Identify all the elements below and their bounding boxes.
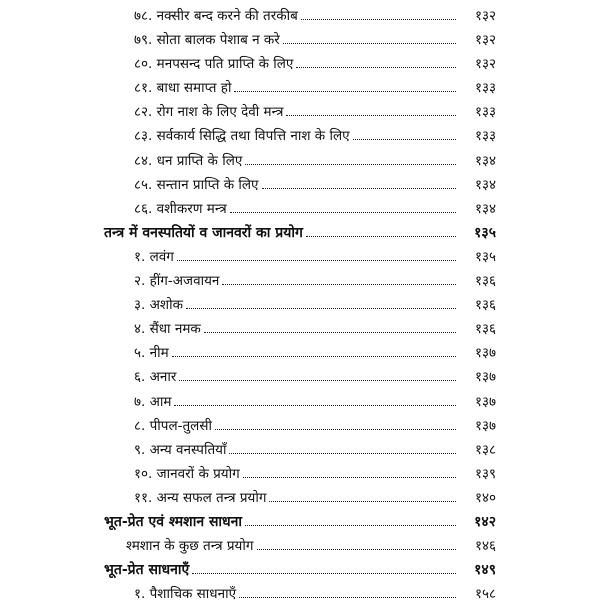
dot-leader xyxy=(204,332,456,333)
dot-leader xyxy=(172,356,456,357)
toc-entry-number: ३. xyxy=(134,297,146,314)
toc-entry-number: ६. xyxy=(134,369,146,386)
toc-page-number: १३६ xyxy=(474,273,496,290)
dot-leader xyxy=(245,164,456,165)
toc-entry[interactable] xyxy=(104,486,500,510)
toc-entry-number: ८०. xyxy=(134,56,153,73)
toc-section-heading[interactable] xyxy=(104,221,500,245)
dot-leader xyxy=(177,260,456,261)
toc-entry[interactable] xyxy=(104,365,500,389)
toc-section-heading[interactable] xyxy=(104,558,500,582)
toc-page-number: १३७ xyxy=(474,417,496,434)
toc-page-number: १३४ xyxy=(474,176,496,193)
toc-entry-title: अन्य सफल तन्त्र प्रयोग xyxy=(156,489,267,506)
toc-page-number: १५८ xyxy=(474,586,496,603)
toc-entry[interactable] xyxy=(104,390,500,414)
toc-entry[interactable] xyxy=(104,173,500,197)
toc-entry[interactable] xyxy=(104,28,500,52)
toc-page-number: १३७ xyxy=(474,393,496,410)
toc-page-number: १४२ xyxy=(474,513,496,530)
toc-entry-title: अशोक xyxy=(149,297,183,314)
dot-leader xyxy=(286,115,456,116)
toc-page-number: १३५ xyxy=(474,248,496,265)
toc-entry-number: ८५. xyxy=(134,176,153,193)
toc-entry-number: ७८. xyxy=(134,8,153,24)
dot-leader xyxy=(186,308,456,309)
toc-entry-title: अन्य वनस्पतियाँ xyxy=(149,441,227,458)
toc-entry-title: सैंधा नमक xyxy=(149,321,201,338)
toc-section-heading[interactable] xyxy=(104,510,500,534)
toc-entry-title: तन्त्र में वनस्पतियों व जानवरों का प्रयोग xyxy=(104,224,303,241)
toc-page-number: १३६ xyxy=(474,321,496,338)
toc-entry-number: ८१. xyxy=(134,80,153,97)
dot-leader xyxy=(179,380,456,381)
toc-page-number: १३८ xyxy=(474,441,496,458)
toc-entry-number: ८६. xyxy=(134,200,153,217)
toc-entry-title: जानवरों के प्रयोग xyxy=(156,465,240,482)
toc-entry-title: मनपसन्द पति प्राप्ति के लिए xyxy=(156,56,294,73)
toc-entry-title: पीपल-तुलसी xyxy=(149,417,212,434)
toc-entry-title: नक्सीर बन्द करने की तरकीब xyxy=(156,8,298,24)
dot-leader xyxy=(215,429,456,430)
toc-page-number: १३९ xyxy=(474,465,496,482)
dot-leader xyxy=(234,91,456,92)
toc-entry-title: बाधा समाप्त हो xyxy=(156,80,232,97)
toc-entry-title: धन प्राप्ति के लिए xyxy=(156,152,243,169)
dot-leader xyxy=(245,525,456,526)
toc-entry[interactable] xyxy=(104,293,500,317)
toc-page-number: १३२ xyxy=(474,32,496,49)
toc-entry[interactable] xyxy=(104,414,500,438)
dot-leader xyxy=(257,549,457,550)
dot-leader xyxy=(174,405,456,406)
toc-page-number: १३३ xyxy=(474,80,496,97)
toc-entry-title: श्मशान के कुछ तन्त्र प्रयोग xyxy=(126,538,254,555)
toc-entry-number: ७. xyxy=(134,393,146,410)
toc-entry-title: अनार xyxy=(149,369,177,386)
table-of-contents xyxy=(104,4,500,606)
toc-entry[interactable] xyxy=(104,76,500,100)
toc-page-number: १४० xyxy=(474,489,496,506)
toc-entry-number: १०. xyxy=(134,465,153,482)
toc-entry-number: १. xyxy=(134,248,146,265)
toc-entry-title: हींग-अजवायन xyxy=(149,273,220,290)
toc-page-number: १३७ xyxy=(474,345,496,362)
toc-page-number: १३२ xyxy=(474,56,496,73)
toc-entry-number: १. xyxy=(134,586,146,603)
toc-entry-number: ९. xyxy=(134,441,146,458)
toc-entry[interactable] xyxy=(104,462,500,486)
toc-page-number: १३७ xyxy=(474,369,496,386)
toc-entry-title: सन्तान प्राप्ति के लिए xyxy=(156,176,259,193)
toc-page-number: १३४ xyxy=(474,152,496,169)
toc-entry[interactable] xyxy=(104,438,500,462)
dot-leader xyxy=(353,139,456,140)
toc-entry[interactable] xyxy=(104,4,500,28)
dot-leader xyxy=(222,284,456,285)
toc-entry[interactable] xyxy=(104,341,500,365)
toc-page-number: १४९ xyxy=(474,562,496,579)
toc-entry-number: २. xyxy=(134,273,146,290)
dot-leader xyxy=(296,67,456,68)
toc-page-number: १४६ xyxy=(474,538,496,555)
toc-entry-title: भूत-प्रेत साधनाएँ xyxy=(104,562,190,579)
toc-page-number: १३२ xyxy=(474,8,496,24)
toc-entry-title: लवंग xyxy=(149,248,174,265)
toc-entry[interactable] xyxy=(104,245,500,269)
toc-entry[interactable] xyxy=(104,52,500,76)
toc-entry[interactable] xyxy=(104,124,500,148)
dot-leader xyxy=(239,597,456,598)
dot-leader xyxy=(306,236,456,237)
dot-leader xyxy=(230,212,456,213)
toc-entry-title: सर्वकार्य सिद्धि तथा विपत्ति नाश के लिए xyxy=(156,128,350,145)
toc-page-number: १३४ xyxy=(474,200,496,217)
toc-page-number: १३३ xyxy=(474,128,496,145)
toc-entry-number: ८४. xyxy=(134,152,153,169)
toc-entry[interactable] xyxy=(104,269,500,293)
toc-entry[interactable] xyxy=(104,534,500,558)
toc-entry-title: वशीकरण मन्त्र xyxy=(156,200,227,217)
toc-entry-number: ८. xyxy=(134,417,146,434)
toc-entry-number: ११. xyxy=(134,489,153,506)
toc-entry[interactable] xyxy=(104,582,500,606)
toc-entry-number: ८२. xyxy=(134,104,153,121)
toc-entry[interactable] xyxy=(104,149,500,173)
toc-entry-title: सोता बालक पेशाब न करे xyxy=(156,32,280,49)
dot-leader xyxy=(262,188,457,189)
toc-page-number: १३५ xyxy=(474,224,496,241)
toc-entry[interactable] xyxy=(104,317,500,341)
toc-entry-number: ८३. xyxy=(134,128,153,145)
toc-page-number: १३३ xyxy=(474,104,496,121)
toc-entry[interactable] xyxy=(104,100,500,124)
toc-entry-title: रोग नाश के लिए देवी मन्त्र xyxy=(156,104,284,121)
dot-leader xyxy=(229,453,456,454)
toc-entry-title: पैशाचिक साधनाएँ xyxy=(149,586,237,603)
toc-entry-number: ५. xyxy=(134,345,146,362)
toc-entry-number: ४. xyxy=(134,321,146,338)
toc-entry-title: आम xyxy=(149,393,172,410)
toc-entry-number: ७९. xyxy=(134,32,153,49)
toc-page-number: १३६ xyxy=(474,297,496,314)
dot-leader xyxy=(301,19,456,20)
toc-entry[interactable] xyxy=(104,197,500,221)
toc-entry-title: नीम xyxy=(149,345,169,362)
dot-leader xyxy=(269,501,456,502)
dot-leader xyxy=(283,43,456,44)
toc-entry-title: भूत-प्रेत एवं श्मशान साधना xyxy=(104,513,243,530)
dot-leader xyxy=(243,477,456,478)
dot-leader xyxy=(192,573,456,574)
